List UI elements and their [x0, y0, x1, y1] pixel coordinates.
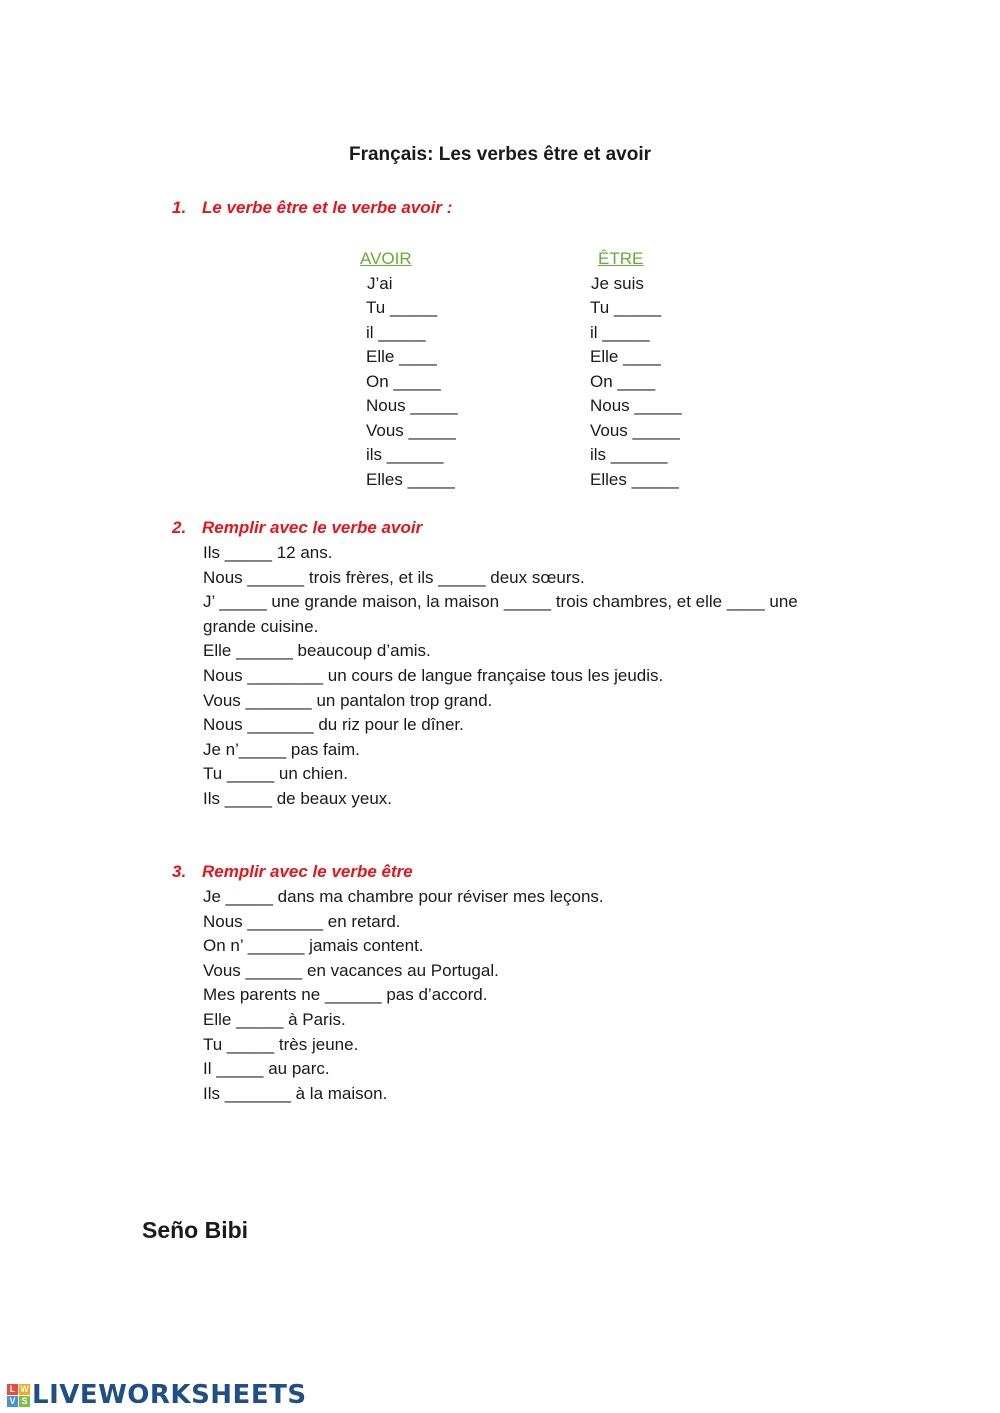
etre-header: ÊTRE: [598, 249, 644, 268]
logo-letter-icon: V: [7, 1396, 18, 1407]
exercise-line: Nous ________ un cours de langue française tous les jeudis.: [203, 665, 664, 685]
exercise-line: Nous ________ en retard.: [203, 911, 401, 931]
section3-number: 3.: [172, 862, 187, 881]
exercise-line: Ils _____ 12 ans.: [203, 543, 333, 562]
exercise-line: On n’ ______ jamais content.: [203, 936, 424, 956]
section3-lines: [203, 885, 863, 1106]
section1-number: 1.: [172, 198, 187, 217]
exercise-line: Nous _______ du riz pour le dîner.: [203, 715, 464, 735]
etre-column: [590, 247, 682, 492]
section2-lines: [203, 541, 863, 812]
exercise-line: Ils _____ de beaux yeux.: [203, 788, 393, 808]
section2-heading-text: Remplir avec le verbe avoir: [202, 518, 423, 537]
exercise-line: Vous _______ un pantalon trop grand.: [203, 690, 493, 710]
avoir-row: Elle ____: [366, 347, 437, 366]
section2-number: 2.: [172, 518, 187, 537]
avoir-row: il _____: [366, 322, 426, 342]
etre-row: ils ______: [590, 445, 668, 464]
exercise-line: Nous ______ trois frères, et ils _____ deux sœurs.: [203, 567, 585, 587]
section3-heading-text: Remplir avec le verbe être: [202, 862, 413, 881]
etre-row: On ____: [590, 371, 656, 391]
etre-row: Nous _____: [590, 396, 682, 415]
avoir-row: Vous _____: [366, 420, 456, 440]
exercise-line: J’ _____ une grande maison, la maison _____ trois chambres, et elle ____ une: [203, 592, 798, 612]
logo-icon: [7, 1384, 30, 1407]
logo-text: LIVEWORKSHEETS: [32, 1380, 307, 1410]
avoir-header: AVOIR: [360, 249, 412, 268]
exercise-line: Mes parents ne ______ pas d’accord.: [203, 985, 488, 1005]
page-title: Français: Les verbes être et avoir: [348, 144, 652, 165]
exercise-line: Vous ______ en vacances au Portugal.: [203, 960, 499, 980]
section3-heading: [172, 862, 413, 882]
avoir-row: On _____: [366, 371, 441, 391]
avoir-row: Nous _____: [366, 396, 458, 415]
exercise-line: Elle ______ beaucoup d’amis.: [203, 641, 431, 661]
avoir-row: Elles _____: [366, 469, 455, 489]
logo-letter-icon: W: [20, 1383, 29, 1394]
etre-row: Elles _____: [590, 469, 679, 489]
exercise-line: Ils _______ à la maison.: [203, 1083, 388, 1103]
exercise-line: Tu _____ un chien.: [203, 764, 348, 784]
exercise-line: grande cuisine.: [203, 616, 319, 636]
etre-row: Tu _____: [590, 298, 662, 317]
avoir-row: Tu _____: [366, 298, 438, 317]
avoir-row: ils ______: [366, 445, 444, 464]
section2-heading: [172, 518, 422, 538]
avoir-row: J’ai: [367, 273, 393, 293]
liveworksheets-logo[interactable]: [7, 1380, 307, 1410]
exercise-line: Elle _____ à Paris.: [203, 1009, 346, 1029]
etre-row: Vous _____: [590, 420, 680, 440]
author-signature: Seño Bibi: [142, 1217, 249, 1243]
exercise-line: Il _____ au parc.: [203, 1059, 330, 1079]
section1-heading-text: Le verbe être et le verbe avoir :: [202, 198, 453, 217]
etre-row: il _____: [590, 322, 650, 342]
logo-letter-icon: L: [7, 1384, 18, 1395]
avoir-column: [360, 247, 458, 492]
logo-letter-icon: S: [19, 1396, 30, 1407]
exercise-line: Tu _____ très jeune.: [203, 1034, 359, 1054]
etre-row: Elle ____: [590, 347, 661, 366]
exercise-line: Je n’_____ pas faim.: [203, 739, 360, 759]
etre-row: Je suis: [591, 273, 644, 293]
exercise-line: Je _____ dans ma chambre pour réviser mes leçons.: [203, 887, 604, 906]
section1-heading: [172, 198, 452, 218]
